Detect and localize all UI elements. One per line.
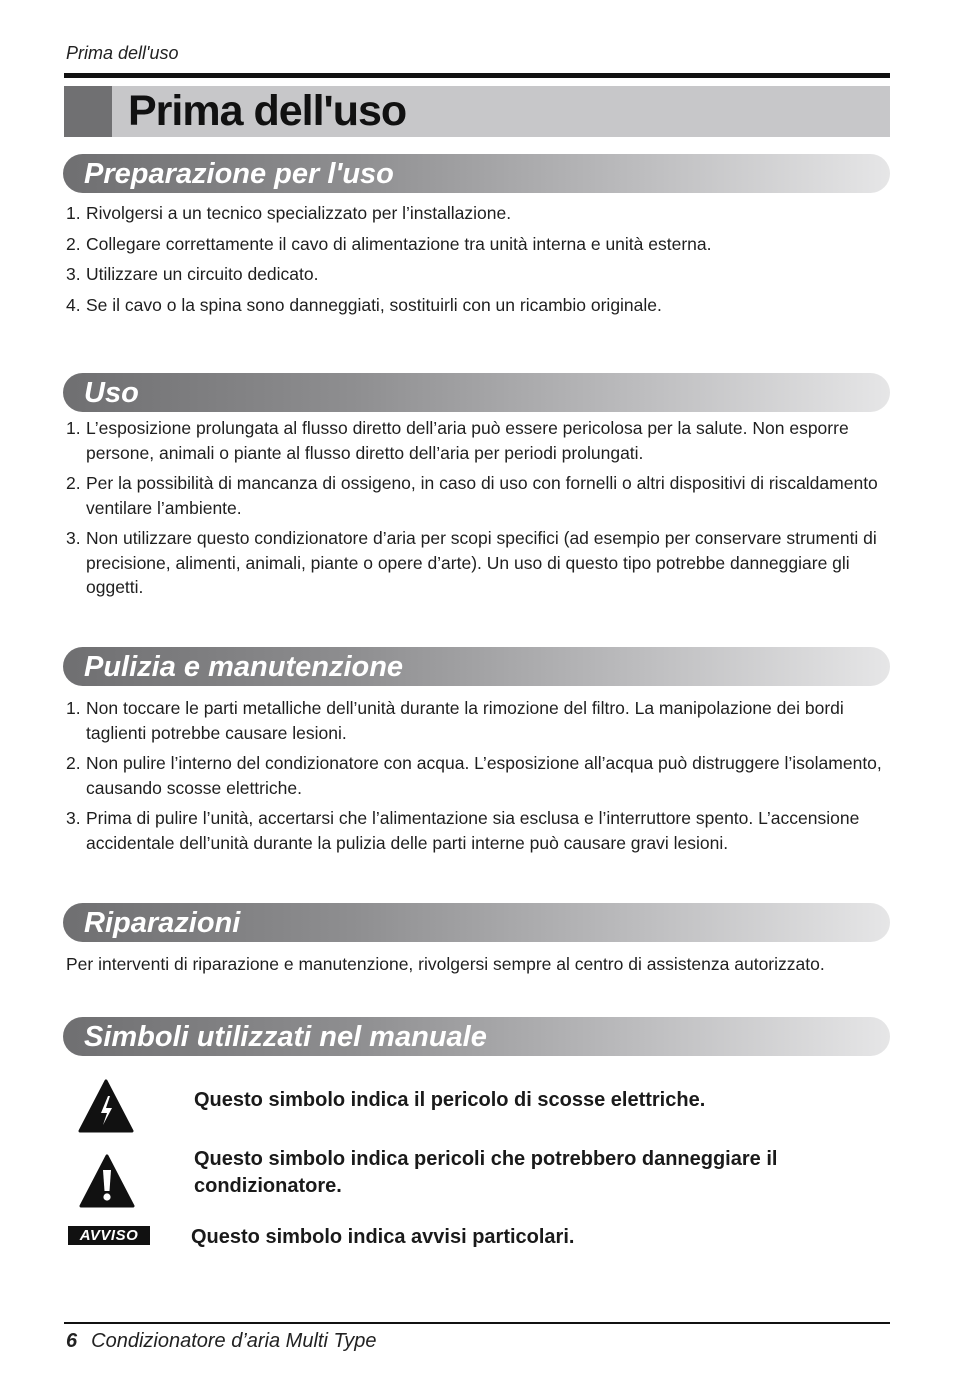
list-item: 2. Collegare correttamente il cavo di alimentazione tra unità interna e unità esterna.: [66, 233, 712, 254]
electric-shock-warning-icon: [77, 1078, 135, 1139]
list-item: 2. Non pulire l’interno del condizionatore con acqua. L’esposizione all’acqua può distruggere l’isolamento, causando scosse elettriche.: [66, 753, 882, 798]
section-header-simboli: [63, 1017, 890, 1056]
list-item: 1. Non toccare le parti metalliche dell’unità durante la rimozione del filtro. La manipolazione dei bordi taglienti potrebbe causare lesioni.: [66, 698, 844, 743]
running-header: Prima dell'uso: [66, 43, 179, 63]
list-item: 1. L’esposizione prolungata al flusso diretto dell’aria può essere pericolosa per la salute. Non esporre persone, animali o piante al flusso diretto dell’aria per periodi prolungati.: [66, 418, 849, 463]
page-number: 6: [66, 1330, 78, 1352]
pulizia-list: [66, 696, 890, 855]
section-title: Simboli utilizzati nel manuale: [84, 1021, 487, 1053]
section-header-preparazione: [63, 154, 890, 193]
list-item: 3. Utilizzare un circuito dedicato.: [66, 264, 319, 284]
uso-list: [66, 416, 890, 600]
top-rule: [64, 73, 890, 78]
page-title: Prima dell'uso: [128, 87, 407, 135]
symbol-description: Questo simbolo indica pericoli che potrebbero danneggiare il condizionatore.: [194, 1148, 778, 1197]
avviso-badge: AVVISO: [68, 1226, 150, 1245]
list-item: 3. Prima di pulire l’unità, accertarsi che l’alimentazione sia esclusa e l’interruttore spento. L’accensione accidentale dell’unità durante la pulizia delle parti interne può causare gravi lesioni.: [66, 808, 860, 853]
section-header-pulizia: [63, 647, 890, 686]
footer-doc-title: Condizionatore d’aria Multi Type: [91, 1330, 377, 1352]
list-item: 3. Non utilizzare questo condizionatore d’aria per scopi specifici (ad esempio per conservare strumenti di precisione, alimenti, animali, piante o opere d’arte). Un uso di questo tipo potrebbe danneggiare gli oggetti.: [66, 528, 877, 597]
list-item: 2. Per la possibilità di mancanza di ossigeno, in caso di uso con fornelli o altri dispositivi di riscaldamento ventilare l’ambiente.: [66, 473, 878, 518]
page-footer: [66, 1330, 376, 1353]
list-item: 4. Se il cavo o la spina sono danneggiati, sostituirli con un ricambio originale.: [66, 294, 662, 315]
preparazione-list: [66, 201, 890, 317]
title-accent-block: [64, 86, 112, 137]
bottom-rule: [64, 1322, 890, 1324]
section-title: Riparazioni: [84, 907, 241, 939]
section-title: Preparazione per l'uso: [84, 158, 394, 190]
riparazioni-text: Per interventi di riparazione e manutenzione, rivolgersi sempre al centro di assistenza autorizzato.: [66, 954, 825, 974]
section-title: Pulizia e manutenzione: [84, 651, 404, 683]
symbol-description: Questo simbolo indica il pericolo di scosse elettriche.: [194, 1089, 706, 1111]
page-title-bar: [64, 86, 890, 137]
section-title: Uso: [84, 377, 139, 409]
caution-exclamation-icon: [78, 1153, 136, 1214]
list-item: 1. Rivolgersi a un tecnico specializzato per l’installazione.: [66, 203, 512, 223]
section-header-uso: [63, 373, 890, 412]
section-header-riparazioni: [63, 903, 890, 942]
symbol-description: Questo simbolo indica avvisi particolari.: [191, 1226, 575, 1248]
